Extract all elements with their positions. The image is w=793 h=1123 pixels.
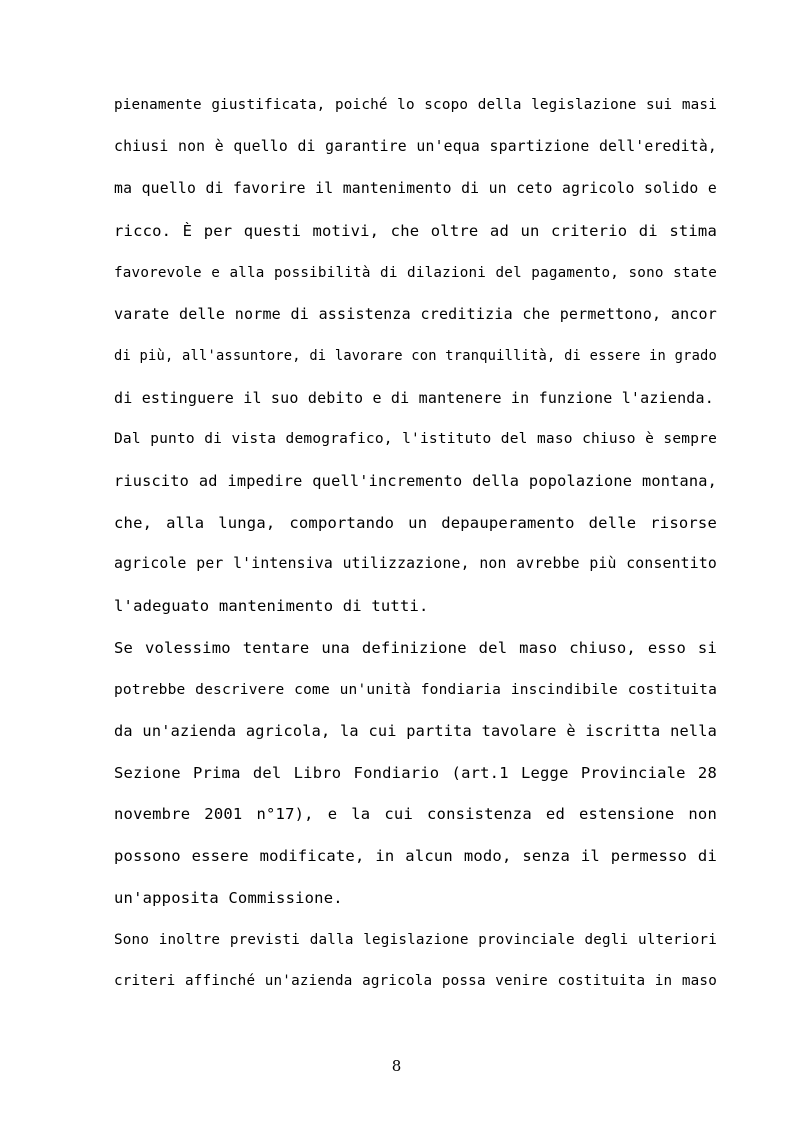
text-line: Sezione Prima del Libro Fondiario (art.1 Legge Provinciale 28 <box>114 764 717 782</box>
text-line: Dal punto di vista demografico, l'istituto del maso chiuso è sempre <box>114 431 717 447</box>
text-line: l'adeguato mantenimento di tutti. <box>114 597 429 615</box>
text-line: Se volessimo tentare una definizione del maso chiuso, esso si <box>114 639 717 657</box>
text-line: novembre 2001 n°17), e la cui consistenza ed estensione non <box>114 805 717 823</box>
text-line: favorevole e alla possibilità di dilazioni del pagamento, sono state <box>114 265 717 281</box>
text-line: da un'azienda agricola, la cui partita tavolare è iscritta nella <box>114 722 717 740</box>
page-number: 8 <box>391 1057 402 1075</box>
text-line: di più, all'assuntore, di lavorare con tranquillità, di essere in grado <box>114 348 717 364</box>
text-line: di estinguere il suo debito e di mantenere in funzione l'azienda. <box>114 389 714 407</box>
text-line: un'apposita Commissione. <box>114 889 343 907</box>
text-line: potrebbe descrivere come un'unità fondiaria inscindibile costituita <box>114 682 717 698</box>
text-line: Sono inoltre previsti dalla legislazione provinciale degli ulteriori <box>114 932 717 948</box>
text-line: criteri affinché un'azienda agricola possa venire costituita in maso <box>114 973 717 989</box>
text-line: varate delle norme di assistenza creditizia che permettono, ancor <box>114 305 717 323</box>
text-line: possono essere modificate, in alcun modo, senza il permesso di <box>114 847 717 865</box>
text-line: pienamente giustificata, poiché lo scopo della legislazione sui masi <box>114 97 717 113</box>
text-line: che, alla lunga, comportando un depauperamento delle risorse <box>114 514 717 532</box>
text-line: ma quello di favorire il mantenimento di un ceto agricolo solido e <box>114 180 717 197</box>
text-line: riuscito ad impedire quell'incremento della popolazione montana, <box>114 472 717 490</box>
text-line: agricole per l'intensiva utilizzazione, non avrebbe più consentito <box>114 555 717 572</box>
text-line: chiusi non è quello di garantire un'equa spartizione dell'eredità, <box>114 138 717 155</box>
text-line: ricco. È per questi motivi, che oltre ad un criterio di stima <box>114 222 717 240</box>
